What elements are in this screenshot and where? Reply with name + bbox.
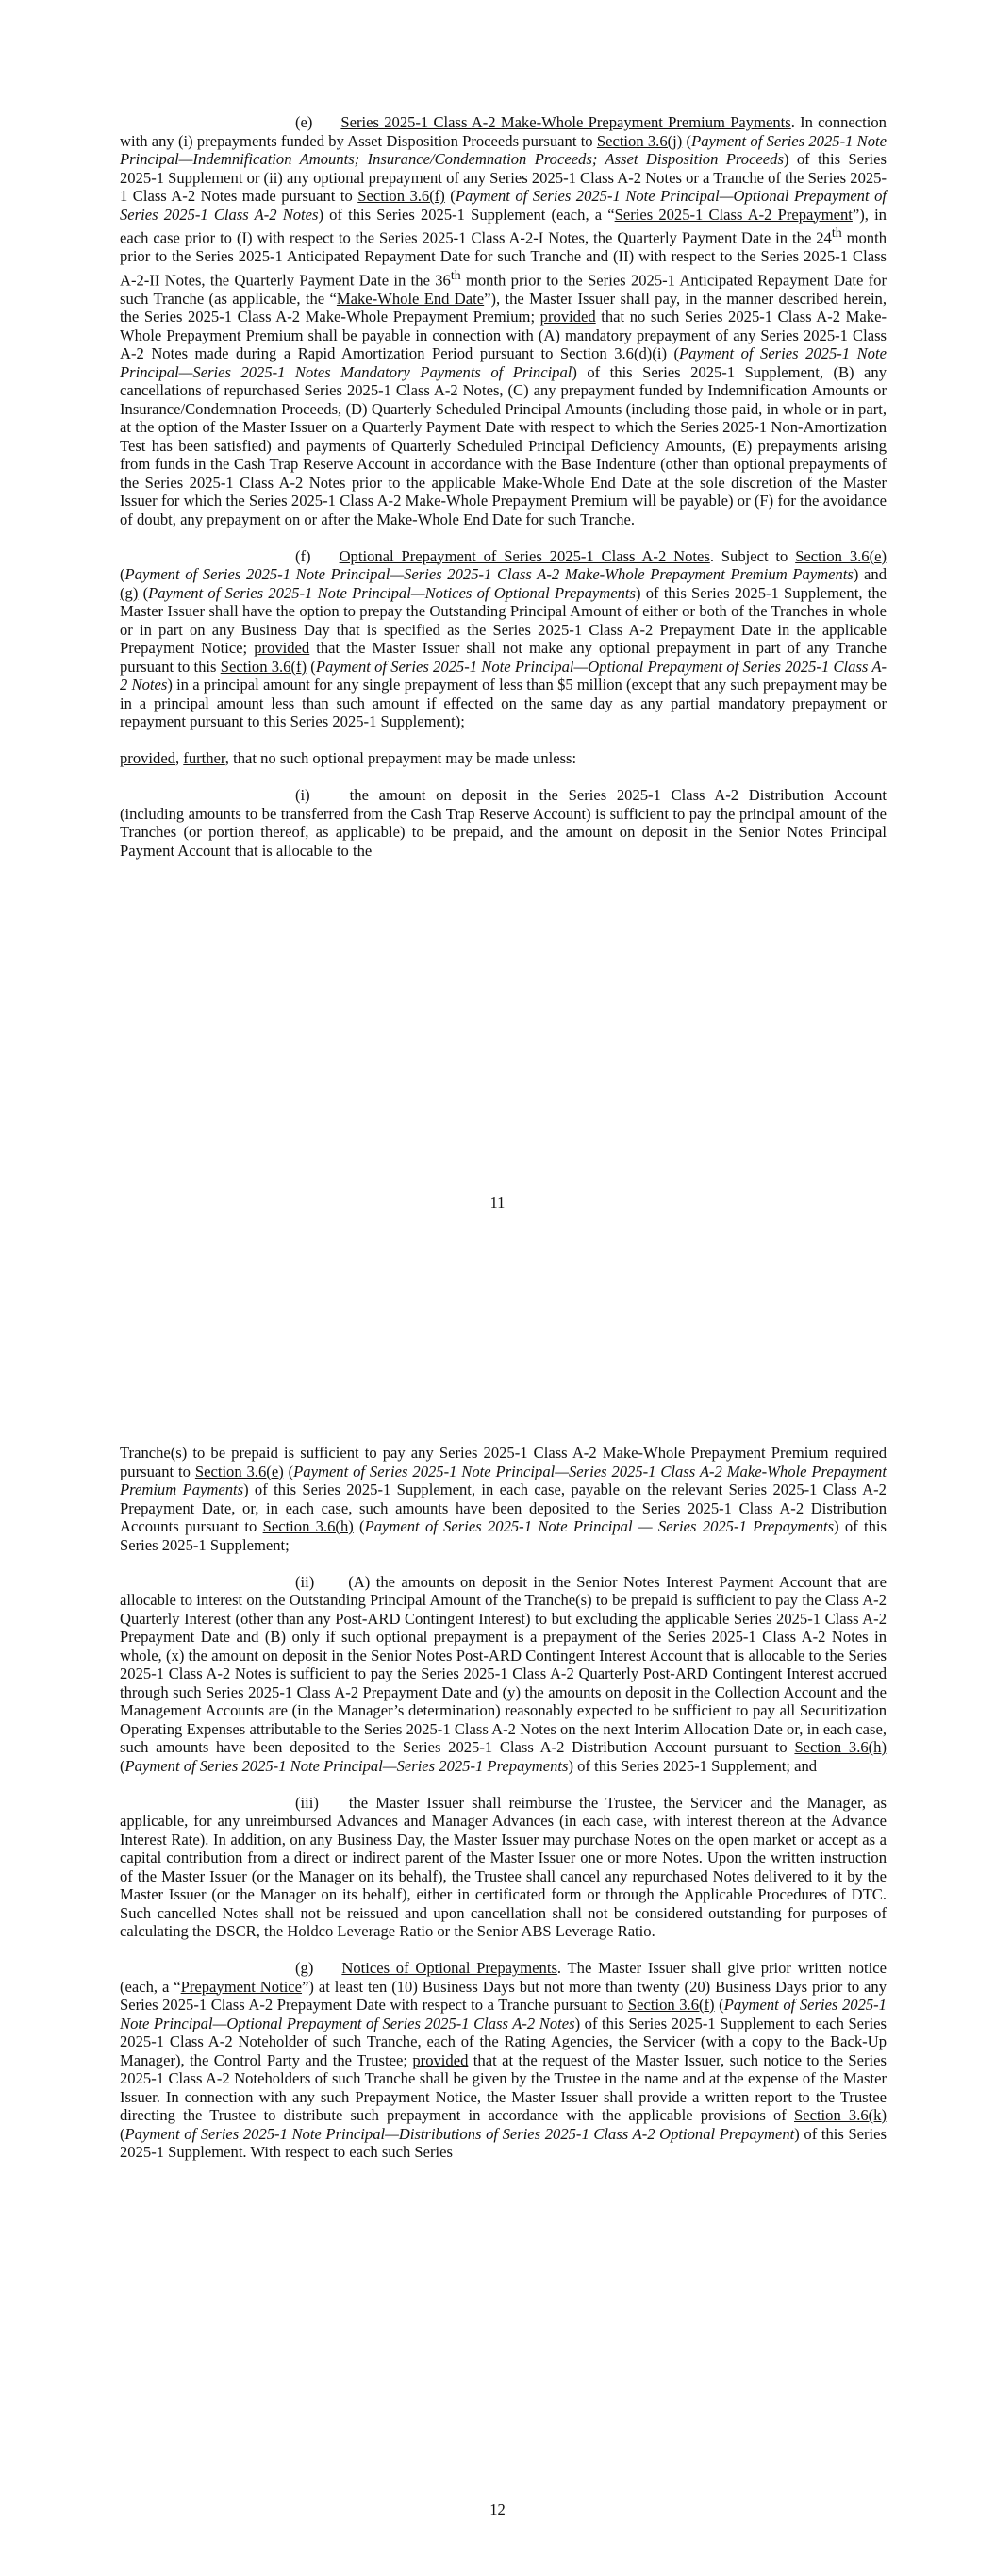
text-run: ) of this Series 2025-1 Supplement, the Master Issuer shall have the option to prepay the Outstanding Principal Amount of either or both of the Tranches in whole or in part on any Business Day that is specified as the Series 2025-1 Class A-2 Prepayment Date in the applicable Prepayment Notice;	[120, 583, 887, 658]
text-run: Tranche(s) to be prepaid is sufficient to pay any Series 2025-1 Class A-2 Make-Whole Prepayment Premium required pursuant to	[120, 1444, 887, 1480]
defined-term: Make-Whole End Date	[336, 289, 485, 308]
text-run: ,	[175, 749, 184, 768]
text-run: month prior to the Series 2025-1 Anticipated Repayment Date for such Tranche (as applicable, the “	[120, 271, 887, 308]
proviso-term: further	[183, 749, 225, 768]
italic-reference-title: Payment of Series 2025-1 Note Principal—Indemnification Amounts; Insurance/Condemnation Proceeds; Asset Disposition Proceeds	[120, 131, 887, 168]
text-run: ) of this Series 2025-1 Supplement, in each case, payable on the relevant Series 2025-1 Class A-2 Prepayment Date, or, in each case, such amounts have been deposited to the Series 2025-1 Class A-2 Distribution Accounts pursuant to	[120, 1480, 887, 1535]
text-run: (	[666, 344, 680, 363]
section-reference: Section 3.6(e)	[194, 1462, 284, 1480]
page-12-body	[120, 1444, 887, 2162]
text-run: (A) the amounts on deposit in the Senior Notes Interest Payment Account that are allocable to interest on the Outstanding Principal Amount of the Tranche(s) to be prepaid is sufficient to pay the Class A-2 Quarterly Interest (other than any Post-ARD Contingent Interest) to but excluding the applicable Series 2025-1 Class A-2 Prepayment Date and (B) only if such optional prepayment is a prepayment of the Series 2025-1 Class A-2 Notes in whole, (x) the amount on deposit in the Senior Notes Post-ARD Contingent Interest Account that is allocable to the Series 2025-1 Class A-2 Notes is sufficient to pay the Series 2025-1 Class A-2 Quarterly Post-ARD Contingent Interest accrued through such Series 2025-1 Class A-2 Prepayment Date and (y) the amounts on deposit in the Collection Account and the Management Accounts are (in the Manager’s determination) reasonably expected to be sufficient to pay all Securitization Operating Expenses attributable to the Series 2025-1 Class A-2 Notes on the next Interim Allocation Date or, in each case, such amounts have been deposited to the Series 2025-1 Class A-2 Distribution Account pursuant to	[120, 1572, 887, 1756]
text-run: that the Master Issuer shall not make any optional prepayment in part of any Tranche pursuant to this	[120, 639, 887, 676]
section-reference: Section 3.6(f)	[357, 187, 445, 205]
text-run: (	[138, 583, 149, 602]
text-run: (	[714, 1996, 724, 2014]
text-run: ) of this Series 2025-1 Supplement; and	[568, 1756, 818, 1775]
section-reference: Section 3.6(e)	[795, 546, 887, 565]
proviso-term: provided	[120, 749, 175, 768]
text-run: ) and	[853, 565, 887, 584]
page-12	[0, 1255, 995, 2576]
defined-term: Series 2025-1 Class A-2 Prepayment	[614, 205, 853, 224]
text-run: (	[120, 1756, 125, 1775]
text-run: month prior to the Series 2025-1 Anticipated Repayment Date for such Tranche and (II) with respect to the Series 2025-1 Class A-2-II Notes, the Quarterly Payment Date in the 36	[120, 228, 887, 290]
text-run: , that no such optional prepayment may be made unless:	[224, 749, 577, 768]
paragraph-g	[120, 1959, 887, 2162]
text-run: (	[682, 131, 692, 150]
section-reference: Section 3.6(h)	[262, 1517, 354, 1535]
italic-reference-title: Payment of Series 2025-1 Note Principal—Optional Prepayment of Series 2025-1 Class A-2 Notes	[120, 657, 887, 694]
ordinal-superscript: th	[450, 267, 461, 282]
text-run: . Subject to	[709, 546, 796, 565]
text-run: . In connection with any (i) prepayments funded by Asset Disposition Proceeds pursuant to	[120, 113, 887, 150]
italic-reference-title: Payment of Series 2025-1 Note Principal—Optional Prepayment of Series 2025-1 Class A-2 Notes	[120, 187, 887, 224]
page-11	[0, 0, 995, 1255]
text-run: ) in a principal amount for any single prepayment of less than $5 million (except that any such prepayment may be in a principal amount less than such amount if effected on the same day as any partial mandatory prepayment or repayment pursuant to this Series 2025-1 Supplement);	[120, 676, 887, 731]
paragraph-f	[120, 547, 887, 731]
paragraph-i-continued	[120, 1444, 887, 1554]
paragraph-iii-text: the Master Issuer shall reimburse the Trustee, the Servicer and the Manager, as applicable, for any unreimbursed Advances and Manager Advances (in each case, with interest thereon at the Advance Interest Rate). In addition, on any Business Day, the Master Issuer may purchase Notes on the open market or accept as a capital contribution from a direct or indirect parent of the Master Issuer one or more Notes. Upon the written instruction of the Master Issuer (or the Manager on its behalf), the Trustee shall cancel any repurchased Notes delivered to it by the Master Issuer (or the Manager on its behalf), either in certificated form or through the Applicable Procedures of DTC. Such cancelled Notes shall not be reissued and upon cancellation shall not be considered outstanding for purposes of calculating the DSCR, the Holdco Leverage Ratio or the Senior ABS Leverage Ratio.	[120, 1793, 887, 1940]
text-run: ) of this Series 2025-1 Supplement;	[120, 1517, 887, 1554]
proviso-paragraph	[120, 749, 887, 768]
paragraph-g-heading: Notices of Optional Prepayments	[341, 1959, 557, 1977]
paragraph-e-label: (e)	[295, 113, 313, 131]
italic-reference-title: Payment of Series 2025-1 Note Principal—Distributions of Series 2025-1 Class A-2 Optional Prepayment	[124, 2124, 795, 2143]
text-run: (	[120, 565, 125, 584]
italic-reference-title: Payment of Series 2025-1 Note Principal—Optional Prepayment of Series 2025-1 Class A-2 Notes	[120, 1996, 887, 2032]
paragraph-e	[120, 113, 887, 528]
text-run: that at the request of the Master Issuer, such notice to the Series 2025-1 Class A-2 Noteholders of such Tranche shall be given by the Trustee in the name and at the expense of the Master Issuer. In connection with any such Prepayment Notice, the Master Issuer shall provide a written report to the Trustee directing the Trustee to distribute such prepayment in accordance with the applicable provisions of	[120, 2050, 887, 2124]
section-reference: (g)	[120, 583, 139, 602]
text-run: ”), the Master Issuer shall pay, in the manner described herein, the Series 2025-1 Class A-2 Make-Whole Prepayment Premium;	[120, 289, 887, 326]
paragraph-f-heading: Optional Prepayment of Series 2025-1 Class A-2 Notes	[339, 546, 710, 565]
section-reference: Section 3.6(f)	[627, 1996, 715, 2014]
paragraph-i	[120, 786, 887, 860]
text-run: ) of this Series 2025-1 Supplement (each, a “	[318, 205, 615, 224]
text-run: ) of this Series 2025-1 Supplement to each Series 2025-1 Class A-2 Noteholder of such Tranche, each of the Rating Agencies, the Servicer (with a copy to the Back-Up Manager), the Control Party and the Trustee;	[120, 2014, 887, 2069]
text-run: ) of this Series 2025-1 Supplement, (B) any cancellations of repurchased Series 2025-1 Class A-2 Notes, (C) any prepayment funded by Indemnification Amounts or Insurance/Condemnation Proceeds, (D) Quarterly Scheduled Principal Amounts (including those paid, in whole or in part, at the option of the Master Issuer on a Quarterly Payment Date with respect to which the Series 2025-1 Non-Amortization Test has been satisfied) and payments of Quarterly Scheduled Principal Deficiency Amounts, (E) prepayments arising from funds in the Cash Trap Reserve Account in accordance with the Base Indenture (other than optional prepayments of the Series 2025-1 Class A-2 Notes prior to the applicable Make-Whole End Date at the sole discretion of the Master Issuer for which the Series 2025-1 Class A-2 Make-Whole Prepayment Premium will be payable) or (F) for the avoidance of doubt, any prepayment on or after the Make-Whole End Date for such Tranche.	[120, 362, 887, 528]
proviso-term: provided	[254, 639, 310, 658]
paragraph-i-label: (i)	[295, 786, 310, 805]
text-run: . The Master Issuer shall give prior written notice (each, a “	[120, 1959, 887, 1996]
text-run: (	[120, 2124, 125, 2143]
text-run: ) of this Series 2025-1 Supplement. With respect to each such Series	[120, 2124, 887, 2161]
italic-reference-title: Payment of Series 2025-1 Note Principal—Series 2025-1 Class A-2 Make-Whole Prepayment Premium Payments	[124, 565, 854, 584]
text-run: ”) at least ten (10) Business Days but not more than twenty (20) Business Days prior to any Series 2025-1 Class A-2 Prepayment Date with respect to a Tranche pursuant to	[120, 1977, 887, 2014]
section-reference: Section 3.6(h)	[794, 1738, 887, 1756]
section-reference: Section 3.6(f)	[220, 657, 307, 676]
italic-reference-title: Payment of Series 2025-1 Note Principal — Series 2025-1 Prepayments	[364, 1517, 835, 1535]
italic-reference-title: Payment of Series 2025-1 Note Principal—Series 2025-1 Notes Mandatory Payments of Principal	[120, 344, 887, 381]
section-reference: Section 3.6(j)	[596, 131, 683, 150]
paragraph-e-heading: Series 2025-1 Class A-2 Make-Whole Prepayment Premium Payments	[340, 113, 791, 131]
paragraph-i-text: the amount on deposit in the Series 2025-1 Class A-2 Distribution Account (including amounts to be transferred from the Cash Trap Reserve Account) is sufficient to pay the principal amount of the Tranches (or portion thereof, as applicable) to be prepaid, and the amount on deposit in the Senior Notes Principal Payment Account that is allocable to the	[120, 786, 887, 860]
text-run: (	[444, 187, 456, 205]
text-run: (	[353, 1517, 365, 1535]
paragraph-ii	[120, 1573, 887, 1776]
section-reference: Section 3.6(d)(i)	[559, 344, 667, 363]
italic-reference-title: Payment of Series 2025-1 Note Principal—Series 2025-1 Class A-2 Make-Whole Prepayment Premium Payments	[120, 1462, 887, 1498]
text-run: ) of this Series 2025-1 Supplement or (ii) any optional prepayment of any Series 2025-1 Class A-2 Notes or a Tranche of the Series 2025-1 Class A-2 Notes made pursuant to	[120, 150, 887, 205]
paragraph-f-label: (f)	[295, 546, 311, 565]
page-11-body	[120, 113, 887, 860]
text-run: (	[307, 657, 316, 676]
paragraph-g-label: (g)	[295, 1959, 314, 1977]
text-run: ”), in each case prior to (I) with respect to the Series 2025-1 Class A-2-I Notes, the Quarterly Payment Date in the 24	[120, 205, 887, 247]
paragraph-iii	[120, 1794, 887, 1941]
page-number: 12	[489, 2501, 506, 2518]
ordinal-superscript: th	[831, 226, 842, 240]
proviso-term: provided	[412, 2050, 469, 2069]
paragraph-iii-label: (iii)	[295, 1793, 319, 1812]
defined-term: Prepayment Notice	[180, 1977, 303, 1996]
proviso-term: provided	[539, 308, 596, 326]
paragraph-ii-label: (ii)	[295, 1572, 315, 1591]
text-run: that no such Series 2025-1 Class A-2 Make-Whole Prepayment Premium shall be payable in connection with (A) mandatory prepayment of any Series 2025-1 Class A-2 Notes made during a Rapid Amortization Period pursuant to	[120, 308, 887, 363]
section-reference: Section 3.6(k)	[793, 2106, 887, 2124]
italic-reference-title: Payment of Series 2025-1 Note Principal—Series 2025-1 Prepayments	[124, 1756, 569, 1775]
page-number: 11	[489, 1194, 506, 1212]
text-run: (	[283, 1462, 294, 1480]
italic-reference-title: Payment of Series 2025-1 Note Principal—Notices of Optional Prepayments	[148, 583, 636, 602]
